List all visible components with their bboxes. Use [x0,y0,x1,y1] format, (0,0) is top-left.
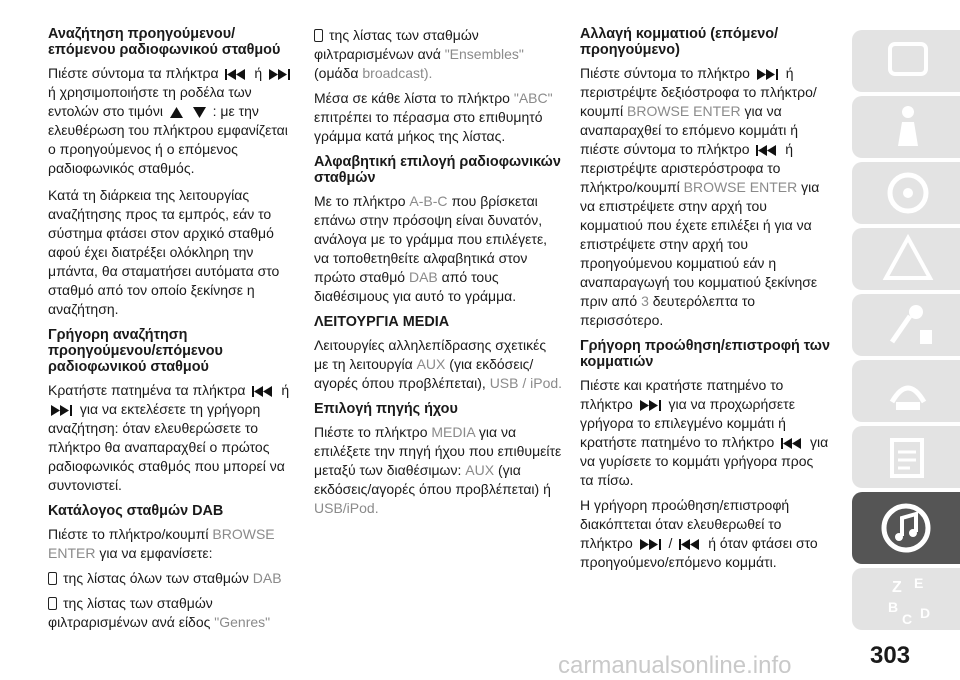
heading-fast-forward-rewind: Γρήγορη προώθηση/επιστροφή των κομματιών [580,338,830,370]
svg-text:D: D [920,605,931,621]
paragraph-abc-key: Μέσα σε κάθε λίστα το πλήκτρο "ABC" επιτρέπει το πέρασμα στο επιθυμητό γράμμα κατά μήκος της λίστας. [314,90,553,144]
tab-emergency[interactable] [852,294,960,356]
next-track-icon [757,68,779,81]
bullet-genres: της λίστας των σταθμών φιλτραρισμένων ανά είδος "Genres" [48,595,271,630]
paragraph-seek-wraparound: Κατά τη διάρκεια της λειτουργίας αναζήτησης προς τα εμπρός, εάν το σύστημα φτάσει στον αρχικό σταθμό αφού έχει διατρέξει ολόκληρη την μπάντα, θα σταματήσει αυτόματα στο σταθμό από τον οποίο ξεκίνησε η αναζήτηση. [48,187,280,317]
prev-track-icon [679,538,701,551]
page-number: 303 [870,642,911,669]
arrow-up-icon [170,106,183,119]
wrench-car-icon [852,294,960,356]
multimedia-icon [852,492,960,564]
heading-seek-station: Αναζήτηση προηγούμενου/ επόμενου ραδιοφωνικού σταθμού [48,26,281,58]
dashboard-icon [852,30,960,92]
paragraph-alphabetic-selection: Με το πλήκτρο A-B-C που βρίσκεται επάνω στην πρόσοψη είναι δυνατόν, ανάλογα με το γράμμα που επιλέγετε, να τοποθετηθείτε αλφαβητικά στον πρώτο σταθμό DAB από τους διαθέσιμους για αυτό το γράμμα. [314,193,548,304]
bullet-all-stations: της λίστας όλων των σταθμών DAB [48,569,296,588]
arrow-down-icon [193,106,206,119]
tab-maintenance[interactable] [852,360,960,422]
svg-text:Z: Z [892,579,902,596]
heading-alphabetic-selection: Αλφαβητική επιλογή ραδιοφωνικών σταθμών [314,154,561,186]
svg-text:E: E [914,575,924,591]
tab-warning-lights[interactable] [852,228,960,290]
paragraph-media-mode: Λειτουργίες αλληλεπίδρασης σχετικές με τη λειτουργία AUX (για εκδόσεις/ αγορές όπου προβλέπεται), USB / iPod. [314,337,563,391]
prev-track-icon [756,144,778,157]
column-3 [580,26,830,580]
heading-dab-list: Κατάλογος σταθμών DAB [48,503,224,519]
next-track-icon [269,68,291,81]
warning-icon [852,228,960,290]
paragraph-seek-instructions: Πιέστε σύντομα τα πλήκτρα ή ή χρησιμοποιήστε τη ροδέλα των εντολών στο τιμόνι : με την ελευθέρωση του πλήκτρου εμφανίζεται ο προηγούμενος ή ο επόμενος ραδιοφωνικός σταθμός. [48,64,296,178]
technical-data-icon [852,426,960,488]
next-track-icon [640,399,662,412]
prev-track-icon [225,68,247,81]
next-track-icon [51,404,73,417]
paragraph-fast-forward-rewind: Πιέστε και κρατήστε πατημένο το πλήκτρο για να προχωρήσετε γρήγορα το επιλεγμένο κομμάτι ή κρατήστε πατημένο το πλήκτρο για να γυρίσετε το κομμάτι γρήγορα προς τα πίσω. [580,377,829,488]
maintenance-icon [852,360,960,422]
paragraph-source-selection: Πιέστε το πλήκτρο MEDIA για να επιλέξετε την πηγή ήχου που επιθυμείτε μεταξύ των διαθέσιμων: AUX (για εκδόσεις/αγορές όπου προβλέπεται) ή USB/iPod. [314,424,562,516]
bullet-ensembles: της λίστας των σταθμών φιλτραρισμένων ανά "Ensembles" (ομάδα broadcast). [314,27,524,81]
paragraph-fast-seek: Κρατήστε πατημένα τα πλήκτρα ή για να εκτελέσετε τη γρήγορη αναζήτηση: όταν ελευθερώσετε το πλήκτρο θα αναπαραχθεί ο πρώτος ραδιοφωνικός σταθμός που μπορεί να συντονιστεί. [48,382,290,493]
prev-track-icon [781,437,803,450]
tab-multimedia[interactable] [852,492,960,564]
steering-wheel-icon [852,162,960,224]
heading-fast-seek: Γρήγορη αναζήτηση προηγούμενου/επόμενου ραδιοφωνικού σταθμού [48,327,223,375]
checkbox-bullet-icon [314,29,323,42]
tab-safety[interactable] [852,96,960,158]
tab-starting-driving[interactable] [852,162,960,224]
watermark: carmanualsonline.info [558,652,792,679]
column-2 [314,26,564,526]
paragraph-dab-browse: Πιέστε το πλήκτρο/κουμπί BROWSE ENTER για να εμφανίσετε: [48,526,275,561]
tab-technical-data[interactable] [852,426,960,488]
paragraph-fast-stop: Η γρήγορη προώθηση/επιστροφή διακόπτεται όταν ελευθερωθεί το πλήκτρο / ή όταν φτάσει στο προηγούμενο/επόμενο κομμάτι. [580,497,818,570]
next-track-icon [640,538,662,551]
svg-text:C: C [902,611,913,627]
heading-media-mode: ΛΕΙΤΟΥΡΓΙΑ MEDIA [314,314,450,330]
column-1 [48,26,296,640]
svg-text:B: B [888,599,899,615]
heading-track-change: Αλλαγή κομματιού (επόμενο/ προηγούμενο) [580,26,779,58]
prev-track-icon [252,385,274,398]
paragraph-track-change: Πιέστε σύντομα το πλήκτρο ή περιστρέψτε δεξιόστροφα το πλήκτρο/κουμπί BROWSE ENTER για να αναπαραχθεί το επόμενο κομμάτι ή πιέστε σύντομα το πλήκτρο ή περιστρέψτε αριστερόστροφα το πλήκτρο/κουμπί BROWSE ENTER για να επιστρέψετε στην αρχή του κομματιού που έχετε επιλέξει ή για να επιστρέψετε στην αρχή του προηγούμενου κομματιού εάν η αναπαραγωγή του κομματιού ξεκίνησε πριν από 3 δευτερόλεπτα το περισσότερο. [580,65,820,328]
tab-dashboard[interactable] [852,30,960,92]
checkbox-bullet-icon [48,572,57,585]
tab-index[interactable] [852,568,960,630]
chapter-sidebar [852,30,960,636]
heading-source-selection: Επιλογή πηγής ήχου [314,401,458,417]
checkbox-bullet-icon [48,597,57,610]
seatbelt-icon [852,96,960,158]
index-letters-icon [852,568,960,630]
